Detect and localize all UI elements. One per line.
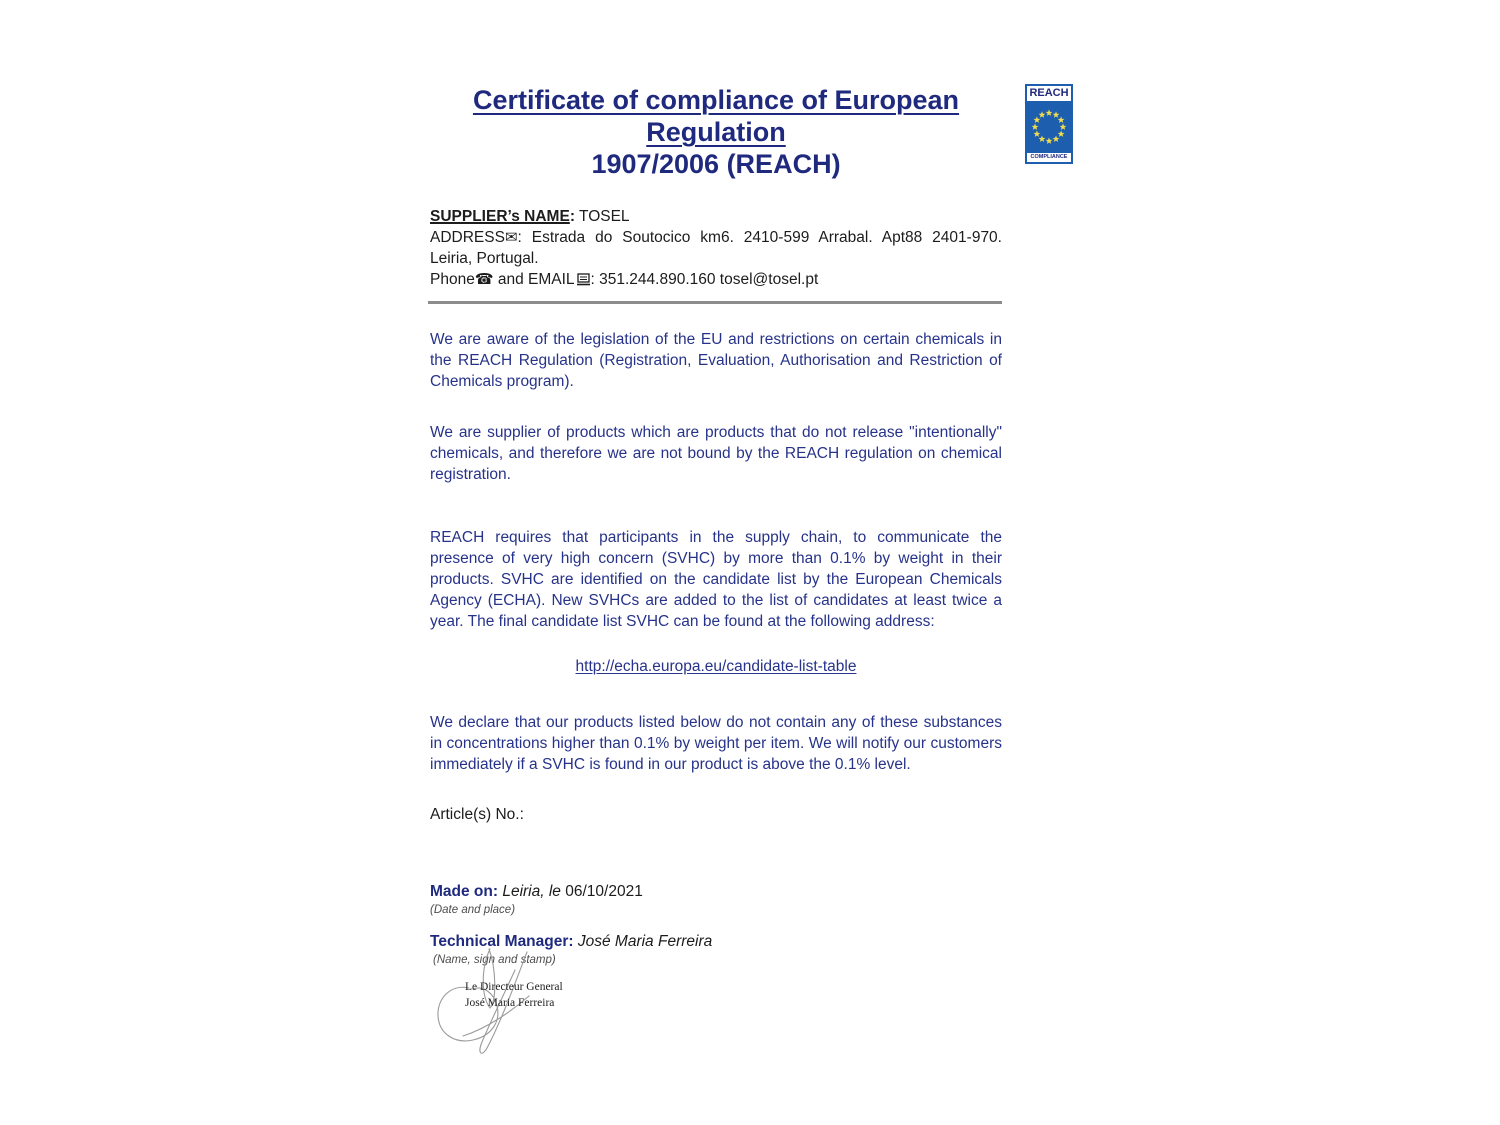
contact-value: : 351.244.890.160 tosel@tosel.pt	[590, 271, 819, 288]
eu-flag	[1027, 103, 1071, 151]
date-place-note: (Date and place)	[430, 904, 516, 916]
phone-label: Phone	[430, 271, 475, 288]
signature-title: Le Directeur General	[465, 981, 563, 993]
technical-manager-name: José Maria Ferreira	[573, 933, 713, 950]
supplier-block	[430, 206, 1002, 290]
phone-icon: ☎	[474, 270, 494, 288]
supplier-name-label: SUPPLIER’s NAME	[430, 208, 570, 225]
reach-logo-title: REACH	[1027, 86, 1071, 103]
supplier-name-line	[430, 206, 1002, 227]
document-body	[430, 84, 1002, 968]
paragraph-declaration: We declare that our products listed below do not contain any of these substances in concentrations higher than 0.1% by weight per item. We will notify our customers immediately if a SVHC is found in our product is above the 0.1% level.	[430, 714, 1002, 773]
reach-compliance-logo	[1025, 84, 1073, 164]
made-on-date: 06/10/2021	[560, 883, 643, 900]
address-value: : Estrada do Soutocico km6. 2410-599 Arrabal. Apt88 2401-970. Leiria, Portugal.	[430, 229, 1002, 267]
signature-area	[433, 946, 593, 1061]
signature-text	[465, 979, 563, 1011]
page-title	[430, 84, 1002, 180]
envelope-icon: ✉	[504, 228, 518, 246]
made-on-place: Leiria, le	[498, 883, 561, 900]
reach-logo-compliance-text: COMPLIANCE	[1027, 151, 1071, 162]
made-on-label: Made on:	[430, 883, 499, 900]
page-title-line2: 1907/2006 (REACH)	[591, 149, 841, 179]
supplier-name-colon: :	[569, 208, 575, 225]
candidate-list-link[interactable]: http://echa.europa.eu/candidate-list-table	[575, 658, 857, 675]
section-divider	[428, 301, 1002, 304]
paragraph-reach-requirements: REACH requires that participants in the supply chain, to communicate the presence of very high concern (SVHC) by more than 0.1% by weight in their products. SVHC are identified on the candidate list by the European Chemicals Agency (ECHA). New SVHCs are added to the list of candidates at least twice a year. The final candidate list SVHC can be found at the following address:	[430, 529, 1002, 630]
technical-manager-label: Technical Manager:	[430, 933, 574, 950]
name-sign-stamp-note: (Name, sign and stamp)	[433, 954, 556, 966]
candidate-list-link-line	[430, 656, 1002, 677]
email-label: and EMAIL	[493, 271, 575, 288]
articles-label: Article(s) No.:	[430, 806, 524, 823]
page-title-line1: Certificate of compliance of European Regulation	[472, 85, 960, 147]
made-on-line	[430, 881, 1002, 902]
supplier-address-line	[430, 227, 1002, 269]
eu-stars-icon	[1027, 104, 1071, 150]
paragraph-awareness: We are aware of the legislation of the EU and restrictions on certain chemicals in the REACH Regulation (Registration, Evaluation, Authorisation and Restriction of Chemicals program).	[430, 331, 1002, 390]
supplier-name-value: TOSEL	[574, 208, 630, 225]
paragraph-supplier-statement: We are supplier of products which are products that do not release "intentionally" chemicals, and therefore we are not bound by the REACH regulation on chemical registration.	[430, 424, 1002, 483]
supplier-contact-line	[430, 269, 1002, 290]
signature-name: José Maria Ferreira	[465, 997, 555, 1009]
address-label: ADDRESS	[430, 229, 505, 246]
computer-icon	[576, 273, 591, 286]
